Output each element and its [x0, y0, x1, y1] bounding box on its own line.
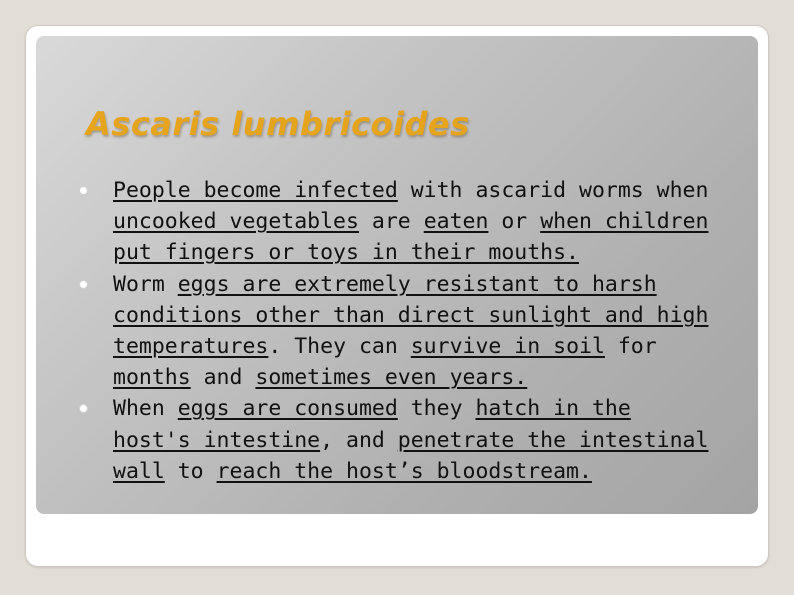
- text-segment: People become infected: [113, 178, 398, 203]
- text-segment: when children put fingers or toys in their mouths.: [113, 209, 709, 266]
- bullet-list: [80, 175, 720, 487]
- bullet-dot-icon: [80, 187, 87, 194]
- text-segment: to: [164, 458, 217, 484]
- text-segment: . They can: [268, 334, 411, 360]
- text-segment: and: [190, 365, 256, 391]
- text-segment: survive in soil: [410, 334, 605, 360]
- bullet-item: [80, 269, 720, 394]
- bullet-text: [113, 272, 708, 391]
- text-segment: reach the host’s bloodstream.: [216, 458, 592, 484]
- text-segment: When: [113, 396, 178, 422]
- text-segment: Worm: [113, 271, 178, 297]
- text-segment: are: [358, 209, 424, 235]
- bullet-item: [80, 175, 720, 269]
- slide-title: Ascaris lumbricoides: [86, 105, 470, 143]
- text-segment: hatch in the host's intestine: [113, 396, 631, 453]
- text-segment: penetrate the intestinal wall: [113, 427, 709, 484]
- text-segment: sometimes even years.: [255, 365, 528, 391]
- text-segment: , and: [320, 427, 398, 453]
- bullet-item: [80, 393, 720, 487]
- text-segment: eggs are consumed: [177, 396, 398, 422]
- bullet-text: [113, 178, 708, 265]
- text-segment: with ascarid worms when: [397, 178, 709, 203]
- bullet-dot-icon: [80, 281, 87, 288]
- bullet-text: [113, 396, 708, 483]
- text-segment: months: [113, 365, 191, 391]
- text-segment: they: [397, 396, 476, 422]
- text-segment: uncooked vegetables: [113, 209, 359, 235]
- text-segment: eaten: [423, 209, 489, 235]
- text-segment: or: [488, 209, 541, 235]
- text-segment: eggs are extremely resistant to harsh conditions other than direct sunlight and high temperatures: [113, 271, 709, 360]
- text-segment: for: [604, 334, 657, 360]
- bullet-dot-icon: [80, 405, 87, 412]
